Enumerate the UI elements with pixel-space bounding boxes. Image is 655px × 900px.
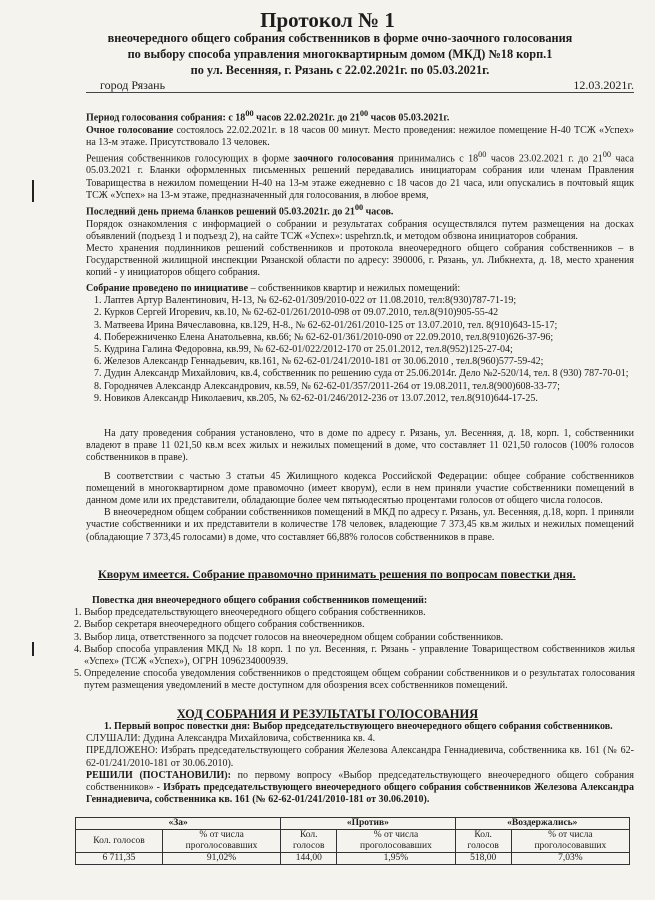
- in-person-voting: Очное голосование состоялось 22.02.2021г. в 18 часов 00 минут. Место проведения: нежилое помещение Н-40 ТСЖ «Успех» на 13-м этаже. Присутствовало 13 человек.: [86, 124, 634, 148]
- list-item: 8. Городнячев Александр Александрович, кв.59, № 62-62-01/357/2011-264 от 19.08.2011, тел.8(900)608-33-77;: [104, 381, 634, 393]
- table-cell: 518,00: [455, 853, 511, 865]
- initiators-section: [86, 283, 634, 405]
- list-item: 4. Побережниченко Елена Анатольевна, кв.66; № 62-62-01/361/2010-090 от 22.09.2010, тел.8(910)626-37-96;: [104, 332, 634, 344]
- question-1: 1. Первый вопрос повестки дня: Выбор председательствующего внеочередного общего собрания собственников.: [104, 721, 613, 732]
- subtitle-line: по ул. Весенняя, г. Рязань с 22.02.2021г. по 05.03.2021г.: [190, 63, 490, 77]
- list-item: 3. Матвеева Ирина Вячеславовна, кв.129, Н-8., № 62-62-01/261/2010-125 от 13.07.2010, тел. 8(910)643-15-17;: [104, 320, 634, 332]
- page-title: Протокол № 1: [260, 8, 395, 32]
- binding-mark: [32, 180, 34, 202]
- protocol-date: 12.03.2021г.: [573, 78, 634, 92]
- vote-results-table: [75, 817, 630, 865]
- decision-text: РЕШИЛИ (ПОСТАНОВИЛИ): по первому вопросу «Выбор председательствующего внеочередного общего собрания собственников» - Избрать председательствующего внеочередного общего собрания собственников Железова Александра Геннадиевича, собственника кв. 161 (№ 62-62-01/241/2010-181 от 30.06.2010).: [86, 769, 634, 806]
- established-paragraph: На дату проведения собрания установлено, что в доме по адресу г. Рязань, ул. Весенняя, д. 18, корп. 1, собственники владеют в праве 11 021,50 кв.м всех жилых и нежилых помещений в доме, что составляет 11 021,50 голосов (100% голосов собственников в праве).: [86, 428, 634, 464]
- table-cell: 6 711,35: [76, 853, 163, 865]
- agenda-list: [70, 607, 635, 692]
- column-header: % от числа проголосовавших: [511, 830, 629, 853]
- agenda-item: 3. Выбор лица, ответственного за подсчет голосов на внеочередном общем собрании собственников.: [84, 632, 635, 644]
- legal-basis-paragraph: В соответствии с частью 3 статьи 45 Жилищного кодекса Российской Федерации: общее собрание собственников помещений в многоквартирном доме правомочно (имеет кворум), если в нем приняли участие собственники помещений в данном доме или их представители, обладающие более чем пятьюдесятью процентами голосов от общего числа голосов.: [86, 470, 634, 507]
- list-item: 1. Лаптев Артур Валентинович, Н-13, № 62-62-01/309/2010-022 от 11.08.2010, тел:8(930)787-71-19;: [104, 295, 634, 307]
- initiators-heading: Собрание проведено по инициативе – собственников квартир и нежилых помещений:: [86, 283, 461, 294]
- initiators-list: [86, 295, 634, 405]
- list-item: 7. Дудин Александр Михайлович, кв.4, собственник по решению суда от 25.06.2014г. Дело №2-520/14, тел. 8 (930) 787-70-01;: [104, 368, 634, 380]
- heard-text: СЛУШАЛИ: Дудина Александра Михайловича, собственника кв. 4.: [86, 733, 376, 745]
- list-item: 2. Курков Сергей Игоревич, кв.10, № 62-62-01/261/2010-098 от 09.07.2010, тел.8(910)905-55-42: [104, 307, 634, 319]
- intro-section: [86, 108, 634, 280]
- absentee-voting: Решения собственников голосующих в форме заочного голосования принимались с $18^{00}$ часов 23.02.2021 г. до $21^{00}$ часа 05.03.2021 г. Бланки оформленных письменных решений передавались инициаторам собрания или членам Правления Товарищества в нежилом помещении Н-40 на 13-м этаже ежедневно с 18 часов до 21 часа, или опускались в почтовый ящик ТСЖ «Успех» на 13-м этаже, предназначенный для голосования, в любое время,: [86, 149, 634, 201]
- table-cell: 91,02%: [162, 853, 280, 865]
- table-cell: 1,95%: [337, 853, 455, 865]
- proceedings-section: [86, 721, 634, 806]
- voting-period: Период голосования собрания: с $18^{00}$ часов 22.02.2021г. до $21^{00}$ часов 05.03.2021г.: [86, 109, 450, 124]
- table-cell: 7,03%: [511, 853, 629, 865]
- participation-paragraph: В внеочередном общем собрании собственников помещений в МКД по адресу г. Рязань, ул. Весенняя, д.18, корп. 1 приняли участие собственники и их представители в количестве 178 человек, владеющие 7 373,45 кв.м жилых и нежилых помещений (обладающие 7 373,45 голосами) в доме, что составляет 66,88% голосов собственников в праве.: [86, 507, 634, 543]
- list-item: 5. Кудрина Галина Федоровна, кв.99, № 62-62-01/022/2012-170 от 25.01.2012, тел.8(952)125-27-04;: [104, 344, 634, 356]
- table-cell: 144,00: [281, 853, 337, 865]
- established-section: [86, 428, 634, 544]
- proposed-text: ПРЕДЛОЖЕНО: Избрать председательствующего собрания Железова Александра Геннадиевича, собственника кв. 161 (№ 62-62-01/241/2010-181 от 30.06.2010).: [86, 745, 634, 769]
- city-label: город Рязань: [100, 78, 166, 92]
- vote-group-abstained: «Воздержались»: [455, 818, 629, 830]
- storage-text: Место хранения подлинников решений собственников и протокола внеочередного общего собрания собственников – в Государственной жилищной инспекции Рязанской области по адресу: 390006, г. Рязань, ул. Либкнехта, д. 18, место хранения копий - у инициаторов общего собрания.: [86, 243, 634, 279]
- agenda-item: 1. Выбор председательствующего внеочередного общего собрания собственников.: [84, 607, 635, 619]
- column-header: % от числа проголосовавших: [337, 830, 455, 853]
- column-header: Кол. голосов: [281, 830, 337, 853]
- quorum-statement: Кворум имеется. Собрание правомочно принимать решения по вопросам повестки дня.: [98, 567, 576, 581]
- agenda-item: 5. Определение способа уведомления собственников о предстоящем общем собрании собственников и о результатах голосования путем размещения уведомлений в месте доступном для обозрения всех собственников помещений.: [84, 668, 635, 692]
- city-date-line: [86, 78, 634, 93]
- last-day: Последний день приема бланков решений 05.03.2021г. до $21^{00}$ часов.: [86, 203, 394, 218]
- binding-mark: [32, 642, 34, 656]
- document-subtitle: [60, 30, 620, 78]
- list-item: 9. Новиков Александр Николаевич, кв.205, № 62-62-01/246/2012-236 от 13.07.2012, тел.8(910)644-17-25.: [104, 393, 634, 405]
- vote-group-against: «Против»: [281, 818, 455, 830]
- agenda-heading: Повестка дня внеочередного общего собрания собственников помещений:: [92, 595, 428, 606]
- proceedings-heading: ХОД СОБРАНИЯ И РЕЗУЛЬТАТЫ ГОЛОСОВАНИЯ: [176, 707, 479, 721]
- procedure-text: Порядок ознакомления с информацией о собрании и результатах собрания осуществлялся путем размещения на досках объявлений (подъезд 1 и подъезд 2), на сайте ТСЖ «Успех»: uspehrzn.tk, и методом обзвона инициаторов собрания.: [86, 218, 634, 242]
- table-row: [76, 853, 630, 865]
- subtitle-line: внеочередного общего собрания собственников в форме очно-заочного голосования: [107, 31, 573, 45]
- agenda-section: [70, 595, 635, 693]
- list-item: 6. Железов Александр Геннадьевич, кв.161, № 62-62-01/241/2010-181 от 30.06.2010 , тел.8(960)577-59-42;: [104, 356, 634, 368]
- agenda-item: 2. Выбор секретаря внеочередного общего собрания собственников.: [84, 619, 635, 631]
- column-header: % от числа проголосовавших: [162, 830, 280, 853]
- vote-group-for: «За»: [76, 818, 281, 830]
- column-header: Кол. голосов: [455, 830, 511, 853]
- subtitle-line: по выбору способа управления многоквартирным домом (МКД) №18 корп.1: [127, 47, 553, 61]
- agenda-item: 4. Выбор способа управления МКД № 18 корп. 1 по ул. Весенняя, г. Рязань - управление Товариществом собственников жилья «Успех» (ТСЖ «Успех»), ОГРН 1096234000939.: [84, 644, 635, 668]
- column-header: Кол. голосов: [76, 830, 163, 853]
